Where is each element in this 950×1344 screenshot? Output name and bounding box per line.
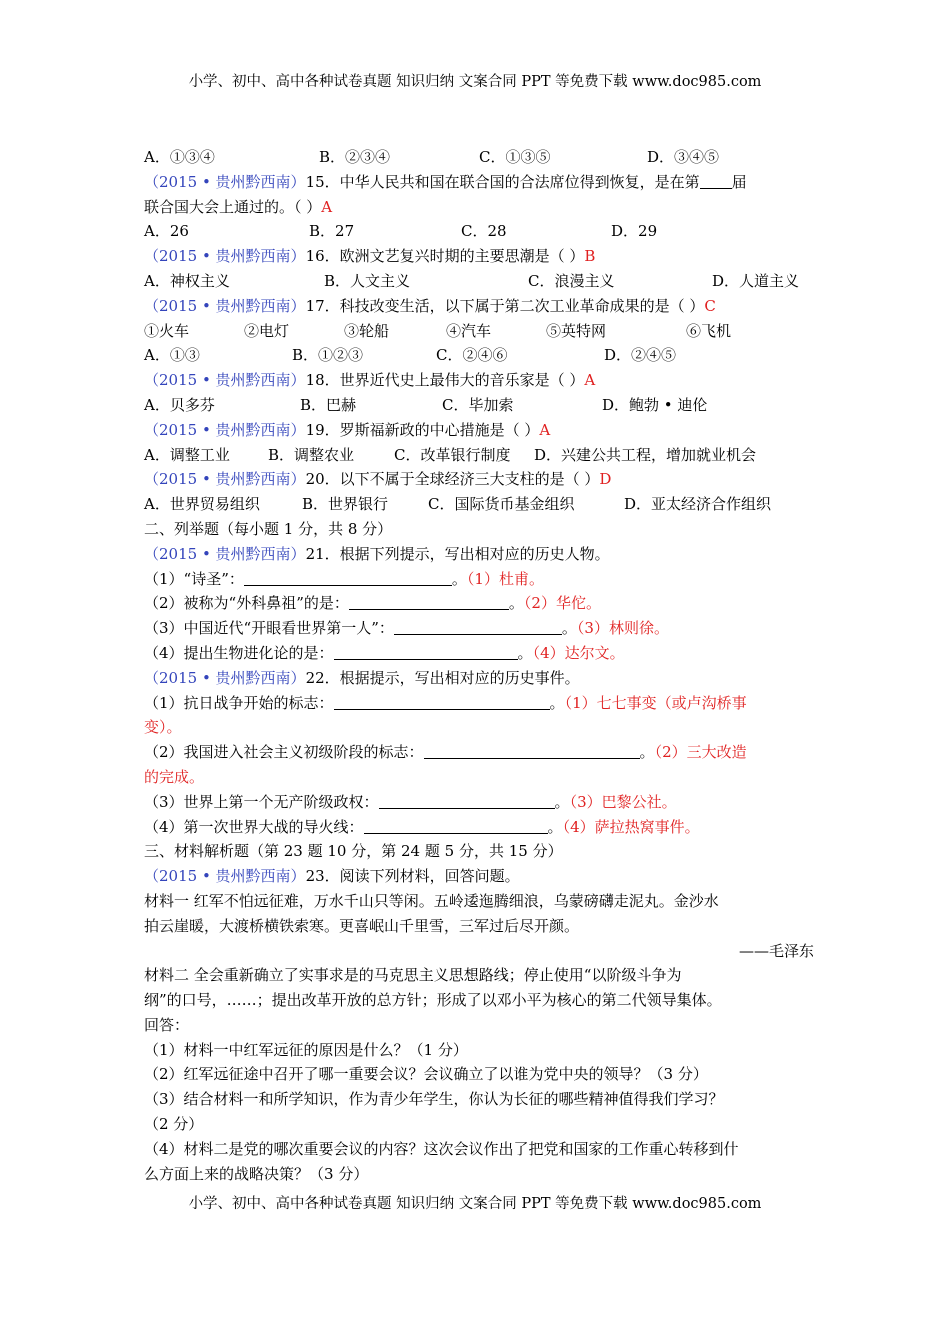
q22-item-1-answer-cont: 变）。	[144, 718, 182, 737]
q16-answer: B	[584, 247, 596, 266]
material-2-line-2: 纲”的口号，……；提出改革开放的总方针；形成了以邓小平为核心的第二代领导集体。	[144, 991, 722, 1010]
q23-question-1: （1）材料一中红军远征的原因是什么？（1 分）	[144, 1040, 468, 1059]
q15-answer: A	[321, 197, 333, 216]
q22-item-3-answer: （3）巴黎公社。	[569, 792, 677, 811]
section-3-title: 三、材料解析题（第 23 题 10 分，第 24 题 5 分，共 15 分）	[144, 842, 563, 861]
q21-stem	[144, 542, 814, 567]
q21-item-2-answer: （2）华佗。	[523, 594, 601, 613]
q17-item-1: ①火车	[144, 321, 190, 340]
q16-option-b: B．人文主义	[324, 271, 411, 290]
q16-option-c: C．浪漫主义	[528, 271, 615, 290]
page-footer: 小学、初中、高中各种试卷真题 知识归纳 文案合同 PPT 等免费下载 www.doc985.com	[188, 1196, 762, 1212]
q22-item-1-cont	[144, 715, 814, 740]
q22-item-3-blank	[379, 792, 555, 809]
q17-answer: C	[704, 296, 716, 315]
q14-option-a: A．①③④	[144, 148, 215, 166]
q14-options	[144, 145, 814, 170]
q23-question-3: （3）结合材料一和所学知识，作为青少年学生，你认为长征的哪些精神值得我们学习？	[144, 1090, 724, 1109]
q21-item-2: （2）被称为“外科鼻祖”的是： 。（2）华佗。	[144, 594, 601, 613]
q22-source: （2015 • 贵州黔西南）	[144, 668, 306, 687]
q23-question-2: （2）红军远征途中召开了哪一重要会议？会议确立了以谁为党中央的领导？（3 分）	[144, 1065, 708, 1084]
q22-item-3: （3）世界上第一个无产阶级政权： 。（3）巴黎公社。	[144, 792, 677, 811]
q19-option-a: A．调整工业	[144, 445, 230, 464]
q18-text: 18．世界近代史上最伟大的音乐家是（ ）	[305, 371, 585, 390]
q21-item-4-answer: （4）达尔文。	[532, 643, 625, 662]
answer-prompt: 回答：	[144, 1015, 190, 1034]
q21-item-2-label: （2）被称为“外科鼻祖”的是：	[144, 594, 349, 613]
q15-text-c: 联合国大会上通过的。（ ）	[144, 197, 322, 216]
q21-item-3-answer: （3）林则徐。	[576, 619, 669, 638]
q23-source: （2015 • 贵州黔西南）	[144, 867, 306, 886]
q20-option-a: A．世界贸易组织	[144, 495, 260, 514]
q16-option-d: D．人道主义	[712, 271, 800, 290]
q20-option-c: C．国际货币基金组织	[428, 495, 575, 514]
q22-item-1: （1）抗日战争开始的标志： 。（1）七七事变（或卢沟桥事	[144, 693, 747, 712]
q21-item-1: （1）“诗圣”： 。（1）杜甫。	[144, 569, 544, 588]
q22-item-2-cont	[144, 765, 814, 790]
q21-item-4-blank	[334, 643, 518, 660]
q23-question-4: （4）材料二是党的哪次重要会议的内容？这次会议作出了把党和国家的工作重心转移到什	[144, 1139, 739, 1158]
q15-stem	[144, 170, 814, 195]
q22-item-4-answer: （4）萨拉热窝事件。	[562, 817, 700, 836]
q15-source: （2015 • 贵州黔西南）	[144, 172, 306, 191]
q21-item-3-blank	[394, 618, 562, 635]
q17-items	[144, 319, 814, 344]
q16-text: 16．欧洲文艺复兴时期的主要思潮是（ ）	[305, 247, 585, 266]
q15-text-b: 届	[731, 172, 747, 191]
q20-option-b: B．世界银行	[302, 495, 389, 514]
q20-options	[144, 492, 814, 517]
q18-options	[144, 393, 814, 418]
q16-stem	[144, 244, 814, 269]
q21-item-4: （4）提出生物进化论的是： 。（4）达尔文。	[144, 643, 625, 662]
q15-option-c: C．28	[461, 222, 507, 241]
q20-text: 20．以下不属于全球经济三大支柱的是（ ）	[305, 470, 600, 489]
q18-answer: A	[584, 371, 596, 390]
q21-item-3-label: （3）中国近代“开眼看世界第一人”：	[144, 619, 394, 638]
material-1-author: ——毛泽东	[738, 941, 814, 960]
q17-option-c: C．②④⑥	[436, 346, 508, 365]
q22-text: 22．根据提示，写出相对应的历史事件。	[305, 668, 580, 687]
q20-option-d: D．亚太经济合作组织	[624, 495, 772, 514]
q15-blank	[700, 172, 732, 189]
q19-answer: A	[539, 420, 551, 439]
q17-option-b: B．①②③	[292, 346, 364, 365]
q19-options	[144, 443, 814, 468]
q22-item-2-blank	[424, 742, 640, 759]
q15-option-b: B．27	[309, 222, 355, 241]
q22-item-3-label: （3）世界上第一个无产阶级政权：	[144, 792, 379, 811]
material-1-line-2: 拍云崖暖，大渡桥横铁索寒。更喜岷山千里雪，三军过后尽开颜。	[144, 916, 580, 935]
q22-item-1-answer: （1）七七事变（或卢沟桥事	[564, 693, 747, 712]
q21-item-3: （3）中国近代“开眼看世界第一人”： 。（3）林则徐。	[144, 619, 669, 638]
q23-question-3-cont: （2 分）	[144, 1115, 204, 1134]
q22-item-2-answer-cont: 的完成。	[144, 767, 205, 786]
q17-item-5: ⑤英特网	[546, 321, 607, 340]
material-2-line-1: 材料二 全会重新确立了实事求是的马克思主义思想路线；停止使用“以阶级斗争为	[144, 966, 682, 985]
q17-option-a: A．①③	[144, 346, 200, 365]
q14-option-d: D．③④⑤	[647, 148, 720, 166]
q16-source: （2015 • 贵州黔西南）	[144, 247, 306, 266]
q22-item-2-answer: （2）三大改造	[654, 743, 747, 762]
material-1-line-1: 材料一 红军不怕远征难，万水千山只等闲。五岭逶迤腾细浪，乌蒙磅礴走泥丸。金沙水	[144, 891, 719, 910]
q16-options	[144, 269, 814, 294]
q20-answer: D	[599, 470, 612, 489]
q17-item-3: ③轮船	[344, 321, 390, 340]
q15-text-a: 15．中华人民共和国在联合国的合法席位得到恢复，是在第	[305, 172, 700, 191]
q19-stem	[144, 418, 814, 443]
q17-item-4: ④汽车	[446, 321, 492, 340]
q20-source: （2015 • 贵州黔西南）	[144, 470, 306, 489]
page-header: 小学、初中、高中各种试卷真题 知识归纳 文案合同 PPT 等免费下载 www.doc985.com	[188, 74, 762, 90]
q23-question-4-cont: 么方面上来的战略决策？（3 分）	[144, 1164, 369, 1183]
q18-option-b: B．巴赫	[300, 395, 357, 414]
q22-item-2: （2）我国进入社会主义初级阶段的标志： 。（2）三大改造	[144, 743, 747, 762]
q18-option-c: C．毕加索	[442, 395, 514, 414]
q18-source: （2015 • 贵州黔西南）	[144, 371, 306, 390]
q23-stem	[144, 864, 814, 889]
q17-item-2: ②电灯	[244, 321, 290, 340]
q19-option-c: C．改革银行制度	[394, 445, 511, 464]
q22-stem	[144, 666, 814, 691]
q19-option-b: B．调整农业	[268, 445, 355, 464]
q19-option-d: D．兴建公共工程，增加就业机会	[534, 445, 757, 464]
q21-item-1-answer: （1）杜甫。	[466, 569, 544, 588]
q22-item-4-blank	[364, 817, 548, 834]
q22-item-1-label: （1）抗日战争开始的标志：	[144, 693, 334, 712]
q23-text: 23．阅读下列材料，回答问题。	[305, 867, 520, 886]
q14-option-b: B．②③④	[319, 148, 391, 166]
q22-item-1-blank	[334, 693, 550, 710]
q15-options	[144, 219, 814, 244]
section-2-title: 二、列举题（每小题 1 分，共 8 分）	[144, 519, 393, 538]
q15-option-a: A．26	[144, 222, 189, 241]
q17-stem	[144, 294, 814, 319]
q19-source: （2015 • 贵州黔西南）	[144, 420, 306, 439]
q21-text: 21．根据下列提示，写出相对应的历史人物。	[305, 544, 610, 563]
q16-option-a: A．神权主义	[144, 271, 230, 290]
q22-item-4: （4）第一次世界大战的导火线： 。（4）萨拉热窝事件。	[144, 817, 700, 836]
q17-item-6: ⑥飞机	[686, 321, 732, 340]
q22-item-2-label: （2）我国进入社会主义初级阶段的标志：	[144, 743, 424, 762]
q15-stem-cont	[144, 195, 814, 220]
q21-item-4-label: （4）提出生物进化论的是：	[144, 643, 334, 662]
q17-text: 17．科技改变生活，以下属于第二次工业革命成果的是（ ）	[305, 296, 705, 315]
q21-item-1-label: （1）“诗圣”：	[144, 569, 244, 588]
q20-stem	[144, 467, 814, 492]
q19-text: 19．罗斯福新政的中心措施是（ ）	[305, 420, 540, 439]
q18-option-a: A．贝多芬	[144, 395, 215, 414]
q14-option-c: C．①③⑤	[479, 148, 551, 166]
document-body	[144, 145, 814, 1186]
q17-options	[144, 343, 814, 368]
q15-option-d: D．29	[611, 222, 658, 241]
q17-option-d: D．②④⑤	[604, 346, 677, 365]
q18-option-d: D．鲍勃 • 迪伦	[602, 395, 708, 414]
q17-source: （2015 • 贵州黔西南）	[144, 296, 306, 315]
q18-stem	[144, 368, 814, 393]
q21-item-2-blank	[349, 593, 509, 610]
q21-item-1-blank	[244, 569, 452, 586]
q21-source: （2015 • 贵州黔西南）	[144, 544, 306, 563]
q22-item-4-label: （4）第一次世界大战的导火线：	[144, 817, 364, 836]
